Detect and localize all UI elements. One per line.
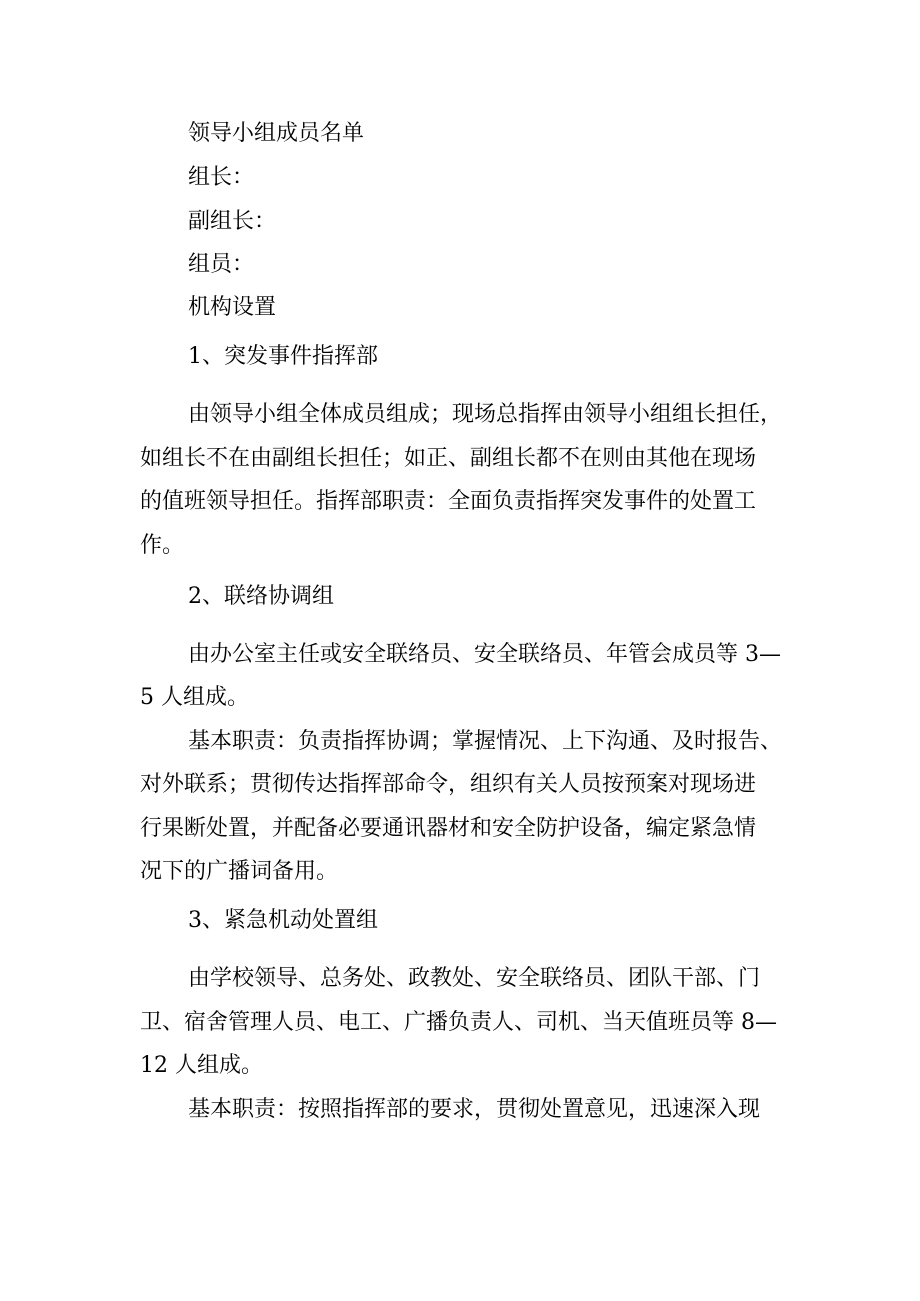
subsection-heading: 2、联络协调组 [188, 584, 334, 609]
member-label: 组员： [188, 252, 255, 277]
deputy-leader-label: 副组长： [188, 209, 277, 234]
paragraph-line: 况下的广播词备用。 [140, 859, 339, 884]
list-title: 领导小组成员名单 [188, 121, 365, 146]
subsection-heading: 3、紧急机动处置组 [188, 908, 378, 933]
leader-label: 组长： [188, 165, 255, 190]
paragraph-line: 的值班领导担任。指挥部职责：全面负责指挥突发事件的处置工 [140, 489, 757, 514]
section-heading: 机构设置 [188, 295, 277, 320]
paragraph-line: 12 人组成。 [140, 1053, 263, 1078]
paragraph-line: 对外联系；贯彻传达指挥部命令，组织有关人员按预案对现场进 [140, 772, 757, 797]
paragraph-line: 5 人组成。 [140, 685, 249, 710]
paragraph-line: 基本职责：负责指挥协调；掌握情况、上下沟通、及时报告、 [188, 729, 783, 754]
paragraph-line: 如组长不在由副组长担任；如正、副组长都不在则由其他在现场 [140, 446, 757, 471]
paragraph-line: 作。 [140, 533, 185, 558]
paragraph-line: 卫、宿舍管理人员、电工、广播负责人、司机、当天值班员等 8— [140, 1010, 777, 1035]
paragraph-line: 行果断处置，并配备必要通讯器材和安全防护设备，编定紧急情 [140, 816, 757, 841]
paragraph-line: 由学校领导、总务处、政教处、安全联络员、团队干部、门 [188, 966, 761, 991]
subsection-heading: 1、突发事件指挥部 [188, 344, 378, 369]
paragraph-line: 由办公室主任或安全联络员、安全联络员、年管会成员等 3— [188, 642, 781, 667]
paragraph-line: 由领导小组全体成员组成；现场总指挥由领导小组组长担任， [188, 402, 783, 427]
paragraph-line: 基本职责：按照指挥部的要求，贯彻处置意见，迅速深入现 [188, 1097, 761, 1122]
